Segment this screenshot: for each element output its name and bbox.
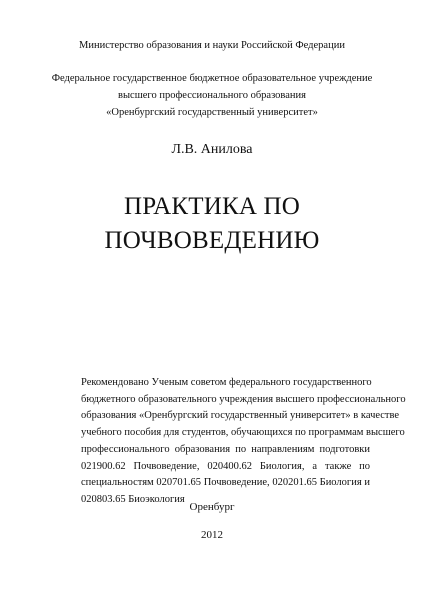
institution-line: «Оренбургский государственный университет» [106, 107, 318, 118]
recommendation-paragraph [81, 375, 406, 509]
title-line: ПРАКТИКА ПО [123, 193, 301, 220]
institution-line: высшего профессионального образования [118, 90, 306, 101]
ministry-line: Министерство образования и науки Российской Федерации [79, 40, 345, 51]
institution-block [0, 70, 424, 121]
recommendation-line: учебного пособия для студентов, обучающихся по программам высшего [81, 427, 405, 439]
recommendation-line: профессионального образования по направлениям подготовки [81, 443, 370, 455]
title-line: ПОЧВОВЕДЕНИЮ [104, 227, 320, 254]
recommendation-line: специальностям 020701.65 Почвоведение, 020201.65 Биология и [81, 477, 370, 489]
recommendation-line: 021900.62 Почвоведение, 020400.62 Биология, а также по [81, 460, 370, 472]
recommendation-line: Рекомендовано Ученым советом федерального государственного [81, 377, 372, 388]
year: 2012 [201, 529, 223, 541]
document-title [0, 190, 424, 258]
city: Оренбург [189, 501, 235, 513]
recommendation-line: 020803.65 Биоэкология [81, 493, 185, 505]
author-name: Л.В. Анилова [171, 142, 253, 157]
recommendation-line: образования «Оренбургский государственный университет» в качестве [81, 410, 400, 422]
recommendation-line: бюджетного образовательного учреждения высшего профессионального [81, 393, 406, 405]
institution-line: Федеральное государственное бюджетное образовательное учреждение [51, 73, 373, 84]
